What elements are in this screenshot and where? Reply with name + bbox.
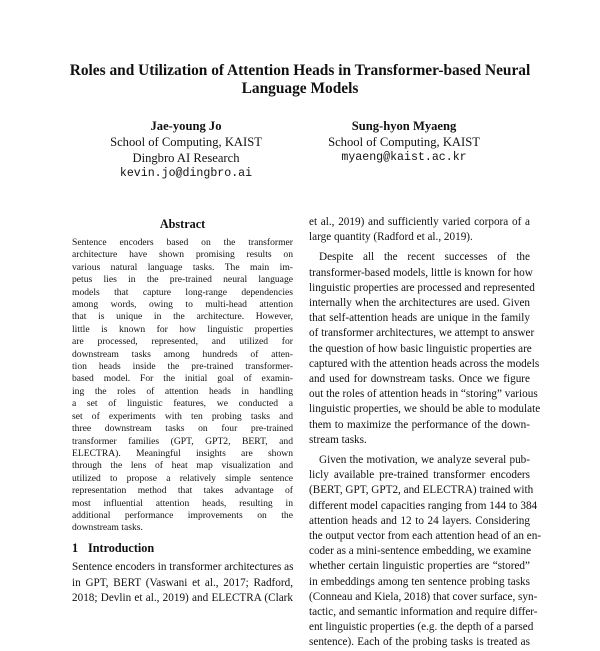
paragraph-line: internally when the architectures are used. Given <box>309 297 530 310</box>
paragraph-line: different model capacities ranging from 144 to 384 <box>309 499 538 512</box>
author-name: Sung-hyon Myaeng <box>351 119 457 133</box>
paragraph-line: captured with the attention heads across the models <box>309 357 540 370</box>
paragraph-line: large quantity (Radford et al., 2019). <box>309 231 473 244</box>
introduction-line: 2018; Devlin et al., 2019) and ELECTRA (Clark <box>72 592 293 605</box>
paragraph-line: sentence). Each of the probing tasks is treated as <box>309 636 530 649</box>
abstract-line: representation method that takes advantage of <box>72 485 293 497</box>
paragraph-line: the output vector from each attention head of an en- <box>309 530 542 543</box>
section-number: 1 <box>72 541 79 555</box>
abstract-line: various natural language tasks. The main im- <box>72 261 293 273</box>
title-line-2: Language Models <box>241 80 359 97</box>
abstract-body <box>72 237 293 535</box>
abstract-line: ELECTRA). Meaningful insights are shown <box>72 447 293 459</box>
abstract-line: a set of linguistic features, we conducted a <box>72 398 293 410</box>
abstract-line: little is known for how linguistic properties <box>72 323 293 335</box>
right-column-body <box>309 215 542 651</box>
author-affiliation: School of Computing, KAIST <box>110 135 262 149</box>
introduction-line: in GPT, BERT (Vaswani et al., 2017; Radford, <box>72 576 293 589</box>
abstract-line: that is unique in the architecture. However, <box>72 311 293 323</box>
abstract-line: Sentence encoders based on the transformer <box>72 237 293 248</box>
paragraph-line: tactic, and semantic information and require differ- <box>309 606 538 619</box>
title-line-1: Roles and Utilization of Attention Heads in Transformer-based Neural <box>69 62 531 79</box>
section-heading-introduction <box>72 541 293 556</box>
abstract-line: are processed, represented, and utilized for <box>72 336 293 348</box>
abstract-line: petus lies in the pre-trained neural language <box>72 274 293 286</box>
paragraph-line: attention heads and 12 to 24 layers. Considering <box>309 514 530 527</box>
author-block-2 <box>316 118 492 166</box>
paragraph-line: that self-attention heads are unique in the family <box>309 312 530 325</box>
author-organization: Dingbro AI Research <box>132 151 240 165</box>
abstract-line: ing the roles of attention heads in handling <box>72 385 293 397</box>
paragraph-line: out the roles of attention heads in “storing” various <box>309 388 538 401</box>
paragraph-line: coder as a mini-sentence embedding, we examine <box>309 545 532 558</box>
paragraph-line: stream tasks. <box>309 433 367 446</box>
paragraph-line: et al., 2019) and sufficiently varied corpora of a <box>309 216 530 228</box>
paragraph-line: Despite all the recent successes of the <box>319 251 530 264</box>
introduction-line: Sentence encoders in transformer architectures as <box>72 561 294 573</box>
paragraph-line: in embeddings among ten sentence probing tasks <box>309 575 530 588</box>
paragraph-line: ent linguistic properties (e.g. the depth of a parsed <box>309 621 534 634</box>
abstract-line: based model. For the initial goal of examin- <box>72 373 293 385</box>
author-block-1 <box>98 118 274 182</box>
paragraph-line: (Conneau and Kiela, 2018) that cover surface, syn- <box>309 590 538 603</box>
abstract-line: among words, owing to multi-head attention <box>72 299 293 311</box>
abstract-line: models that capture long-range dependencies <box>72 286 293 298</box>
abstract-line: three downstream tasks on four pre-trained <box>72 423 293 435</box>
paragraph-line: the question of how basic linguistic properties are <box>309 342 532 355</box>
abstract-line: additional performance improvements on the <box>72 509 293 521</box>
paragraph-line: licly available pre-trained transformer encoders <box>309 469 530 482</box>
paper-title <box>60 62 540 98</box>
abstract-line: utilized to propose a relatively simple sentence <box>72 472 293 484</box>
abstract-line: architecture have shown promising results on <box>72 249 293 261</box>
abstract-line: downstream tasks among hundreds of atten- <box>72 348 293 360</box>
paragraph-line: of transformer architectures, we attempt to answer <box>309 327 535 340</box>
paragraph-line: and used for downstream tasks. Once we figure <box>309 373 530 386</box>
paragraph-line: Given the motivation, we analyze several pub- <box>319 454 530 467</box>
paragraph-line: transformer-based models, little is known for how <box>309 266 533 279</box>
author-affiliation: School of Computing, KAIST <box>328 135 480 149</box>
author-email: kevin.jo@dingbro.ai <box>119 167 253 180</box>
abstract-line: downstream tasks. <box>72 522 143 534</box>
abstract-heading: Abstract <box>159 217 206 231</box>
abstract-line: transformer families (GPT, GPT2, BERT, and <box>72 435 293 447</box>
author-email: myaeng@kaist.ac.kr <box>341 151 467 164</box>
author-name: Jae-young Jo <box>150 119 222 133</box>
paragraph-line: (BERT, GPT, GPT2, and ELECTRA) trained with <box>309 484 534 497</box>
section-title: Introduction <box>88 541 155 555</box>
abstract-line: most influential attention heads, resulting in <box>72 497 293 509</box>
abstract-line: tion heads inside the pre-trained transformer- <box>72 361 293 373</box>
abstract-line: through the lens of heat map visualization and <box>72 460 293 472</box>
paragraph-line: them to maximize the performance of the down- <box>309 418 530 431</box>
abstract-line: set of experiments with ten probing tasks and <box>72 410 293 422</box>
paragraph-line: linguistic properties, we should be able to modulate <box>309 403 541 416</box>
paragraph-line: whether certain linguistic properties are “stored” <box>309 560 530 573</box>
paragraph-line: linguistic properties are processed and represented <box>309 281 535 294</box>
